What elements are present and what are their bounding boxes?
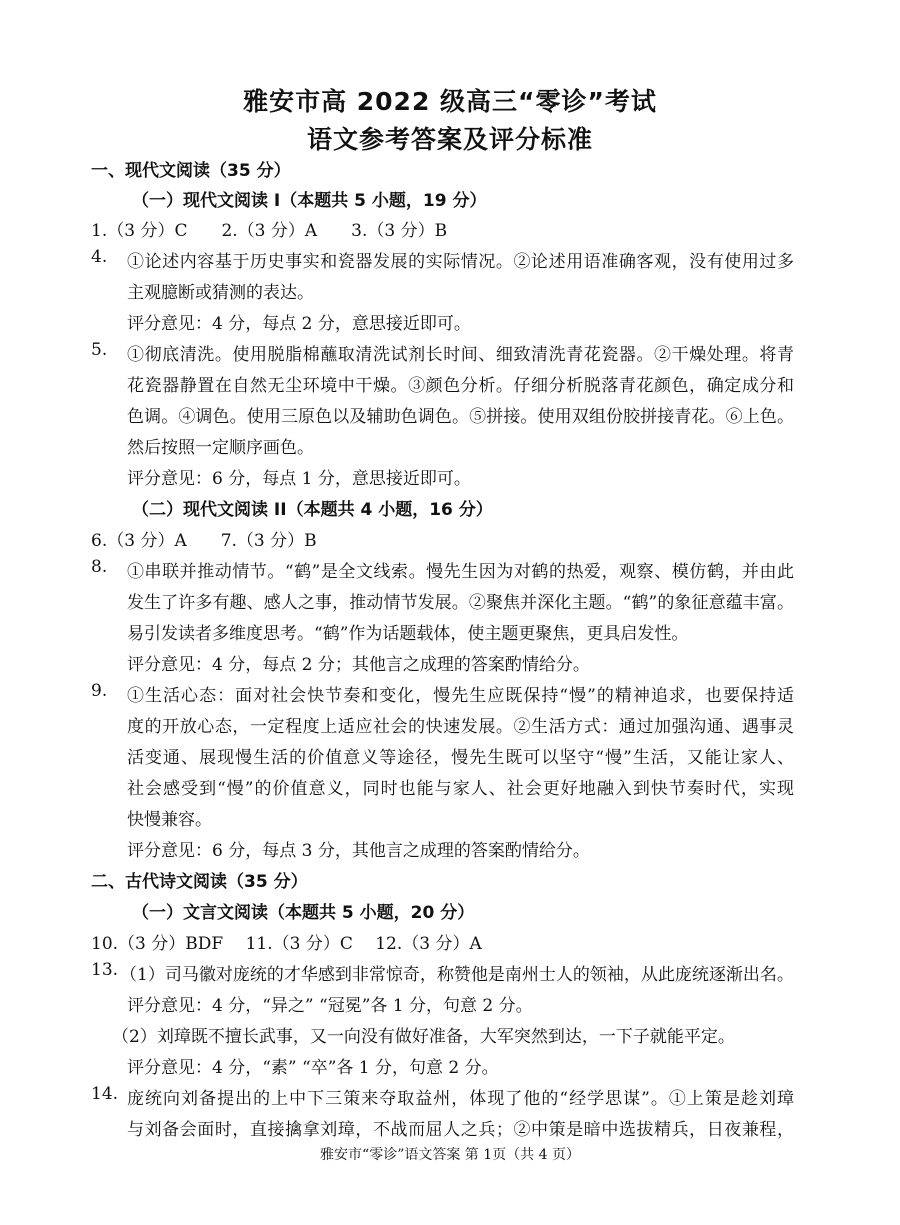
section-heading-1: 一、现代文阅读（35 分） bbox=[91, 161, 291, 181]
question-number-4: 4. bbox=[91, 247, 108, 267]
answers-10-12: 10.（3 分）BDF 11.（3 分）C 12.（3 分）A bbox=[91, 934, 482, 954]
q4-scoring-comment: 评分意见：4 分，每点 2 分，意思接近即可。 bbox=[127, 314, 471, 334]
q13-part-2: （2）刘璋既不擅长武事，又一向没有做好准备，大军突然到达，一下子就能平定。 bbox=[112, 1027, 735, 1047]
q8-line-3: 易引发读者多维度思考。“鹤”作为话题载体，使主题更聚焦，更具启发性。 bbox=[127, 624, 689, 644]
subsection-heading-1-1: （一）现代文阅读 I（本题共 5 小题，19 分） bbox=[132, 191, 487, 211]
answers-6-7: 6.（3 分）A 7.（3 分）B bbox=[91, 531, 317, 551]
answers-1-3: 1.（3 分）C 2.（3 分）A 3.（3 分）B bbox=[91, 221, 448, 241]
q14-line-2: 与刘备会面时，直接擒拿刘璋，不战而屈人之兵；②中策是暗中选拔精兵，日夜兼程， bbox=[127, 1120, 794, 1140]
q13-part-1: （1）司马徽对庞统的才华感到非常惊奇，称赞他是南州士人的领袖，从此庞统逐渐出名。 bbox=[120, 965, 794, 985]
q5-line-4: 然后按照一定顺序画色。 bbox=[127, 438, 314, 458]
q5-line-1: ①彻底清洗。使用脱脂棉蘸取清洗试剂长时间、细致清洗青花瓷器。②干燥处理。将青 bbox=[127, 345, 794, 365]
q8-scoring-comment: 评分意见：4 分，每点 2 分；其他言之成理的答案酌情给分。 bbox=[127, 655, 590, 675]
page-title: 雅安市高 2022 级高三“零诊”考试 bbox=[243, 87, 657, 116]
question-number-13: 13. bbox=[91, 960, 119, 980]
subsection-heading-1-2: （二）现代文阅读 II（本题共 4 小题，16 分） bbox=[132, 500, 493, 520]
q8-line-1: ①串联并推动情节。“鹤”是全文线索。慢先生因为对鹤的热爱，观察、模仿鹤，并由此 bbox=[127, 562, 794, 582]
q9-scoring-comment: 评分意见：6 分，每点 3 分，其他言之成理的答案酌情给分。 bbox=[127, 841, 590, 861]
q5-scoring-comment: 评分意见：6 分，每点 1 分，意思接近即可。 bbox=[127, 469, 471, 489]
question-number-9: 9. bbox=[91, 681, 108, 701]
page-footer: 雅安市“零诊”语文答案 第 1页（共 4 页） bbox=[320, 1147, 580, 1163]
q9-line-2: 度的开放心态，一定程度上适应社会的快速发展。②生活方式：通过加强沟通、遇事灵 bbox=[127, 717, 794, 737]
q8-line-2: 发生了许多有趣、感人之事，推动情节发展。②聚焦并深化主题。“鹤”的象征意蕴丰富。 bbox=[127, 593, 794, 613]
q9-line-3: 活变通、展现慢生活的价值意义等途径，慢先生既可以坚守“慢”生活，又能让家人、 bbox=[127, 748, 794, 768]
question-number-5: 5. bbox=[91, 340, 108, 360]
q9-line-4: 社会感受到“慢”的价值意义，同时也能与家人、社会更好地融入到快节奏时代，实现 bbox=[127, 779, 794, 799]
section-heading-2: 二、古代诗文阅读（35 分） bbox=[91, 872, 308, 892]
subsection-heading-2-1: （一）文言文阅读（本题共 5 小题，20 分） bbox=[132, 903, 475, 923]
q4-line-2: 主观臆断或猜测的表达。 bbox=[127, 283, 314, 303]
q9-line-5: 快慢兼容。 bbox=[127, 810, 212, 830]
q9-line-1: ①生活心态：面对社会快节奏和变化，慢先生应既保持“慢”的精神追求，也要保持适 bbox=[127, 686, 794, 706]
q4-line-1: ①论述内容基于历史事实和瓷器发展的实际情况。②论述用语准确客观，没有使用过多 bbox=[127, 252, 794, 272]
q13-scoring-comment-2: 评分意见：4 分，“素” “卒”各 1 分，句意 2 分。 bbox=[127, 1058, 499, 1078]
q5-line-2: 花瓷器静置在自然无尘环境中干燥。③颜色分析。仔细分析脱落青花颜色，确定成分和 bbox=[127, 376, 794, 396]
page-subtitle: 语文参考答案及评分标准 bbox=[306, 125, 593, 154]
q14-line-1: 庞统向刘备提出的上中下三策来夺取益州，体现了他的“经学思谋”。①上策是趁刘璋 bbox=[127, 1089, 794, 1109]
q5-line-3: 色调。④调色。使用三原色以及辅助色调色。⑤拼接。使用双组份胶拼接青花。⑥上色。 bbox=[127, 407, 794, 427]
question-number-14: 14. bbox=[91, 1084, 119, 1104]
q13-scoring-comment-1: 评分意见：4 分，“异之” “冠冕”各 1 分，句意 2 分。 bbox=[127, 996, 533, 1016]
question-number-8: 8. bbox=[91, 557, 108, 577]
